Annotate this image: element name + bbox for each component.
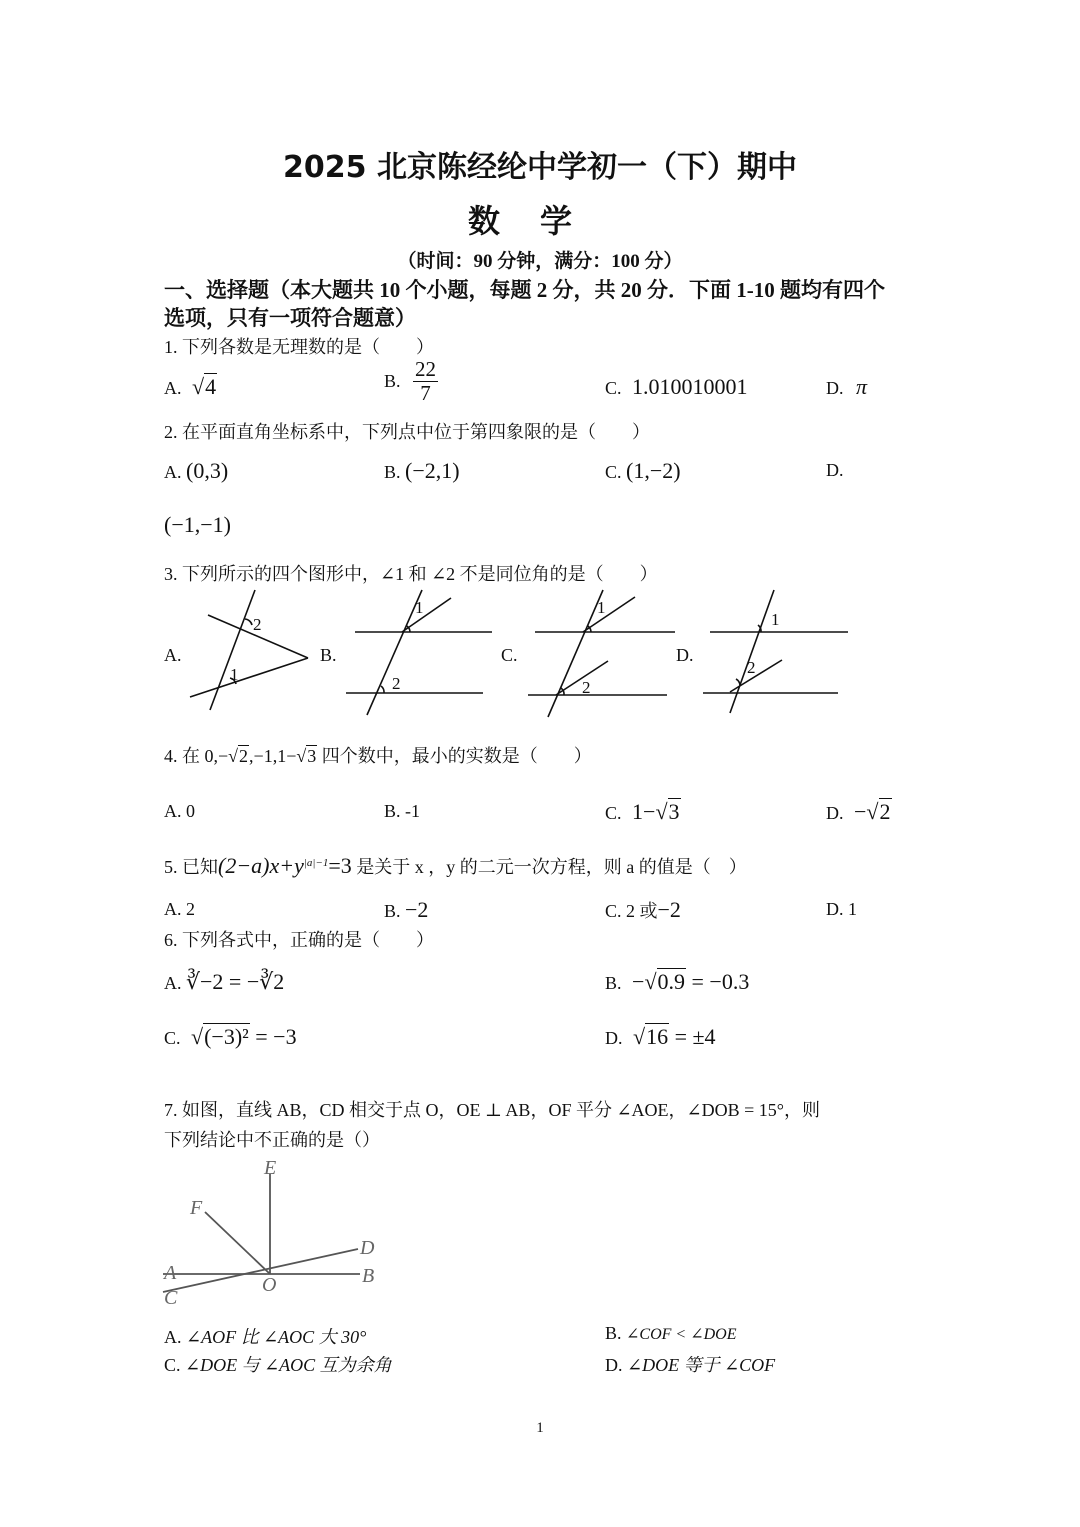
- q3-option-a-label: A.: [164, 645, 182, 665]
- q6-option-a: A. ∛−2 = −∛2: [164, 969, 285, 994]
- q3-d-angle1: 1: [771, 610, 780, 629]
- q5-option-a: A. 2: [164, 899, 195, 919]
- q7-option-d: D. ∠DOE 等于 ∠COF: [605, 1355, 776, 1375]
- q4-option-a: A. 0: [164, 801, 195, 821]
- q3-figures: [180, 585, 870, 725]
- q7-label-f: F: [190, 1197, 203, 1219]
- q1-stem: 1. 下列各数是无理数的是（ ）: [164, 337, 434, 357]
- q7-option-c: C. ∠DOE 与 ∠AOC 互为余角: [164, 1355, 392, 1375]
- q3-b-angle2: 2: [392, 674, 401, 693]
- section-heading-line1: 一、选择题（本大题共 10 个小题，每题 2 分，共 20 分．下面 1-10 题均有四个: [164, 278, 885, 302]
- q7-stem-line2: 下列结论中不正确的是（）: [164, 1130, 380, 1150]
- q3-b-angle1: 1: [415, 598, 424, 617]
- q3-option-b-label: B.: [320, 645, 337, 665]
- q3-option-d-label: D.: [676, 645, 694, 665]
- q3-figure-d: [703, 590, 848, 713]
- q6-option-b: B. −√0.9 = −0.3: [605, 969, 750, 994]
- q2-option-d-label: D.: [826, 460, 844, 480]
- q7-line-cd: [163, 1249, 358, 1292]
- q1-option-a: A. √4: [164, 374, 217, 399]
- q3-d-angle2: 2: [747, 658, 756, 677]
- q7-ray-of: [205, 1212, 270, 1274]
- q4-option-d: D. −√2: [826, 799, 891, 824]
- q5-stem: 5. 已知$(2-a)x+y^{|a|-1}=3$ 是关于 x ，y 的二元一次方程，则 a 的值是（ ）: [164, 853, 747, 878]
- q7-figure: [160, 1152, 390, 1317]
- exam-time-info: （时间：90 分钟，满分：100 分）: [397, 251, 683, 272]
- q1-option-b: B. $\frac{22}{7}$: [384, 357, 437, 406]
- q7-label-d: D: [360, 1237, 375, 1259]
- q3-option-c-label: C.: [501, 645, 518, 665]
- q2-option-d-value: (−1,−1): [164, 512, 231, 537]
- q1-option-d: D. π: [826, 374, 868, 399]
- q1-option-c: C. 1.010010001: [605, 374, 748, 399]
- q3-figure-a: [190, 590, 308, 710]
- section-heading-line2: 选项，只有一项符合题意）: [164, 306, 416, 330]
- q5-option-d: D. 1: [826, 899, 857, 919]
- q7-stem-line1: 7. 如图，直线 AB，CD 相交于点 O，OE ⊥ AB，OF 平分 ∠AOE，∠DOB = 15°，则: [164, 1100, 820, 1120]
- q5-option-b: B. −2: [384, 897, 429, 922]
- q7-option-a: A. ∠AOF 比 ∠AOC 大 30°: [164, 1327, 367, 1347]
- q4-stem: 4. 在 0,−√2,−1,1−√3 四个数中，最小的实数是（ ）: [164, 746, 592, 766]
- q2-option-a: A. (0,3): [164, 458, 229, 483]
- q3-c-angle1: 1: [597, 598, 606, 617]
- q4-option-b: B. -1: [384, 801, 420, 821]
- q7-label-b: B: [362, 1265, 375, 1287]
- q4-option-c: C. 1−√3: [605, 799, 680, 824]
- q2-option-b: B. (−2,1): [384, 458, 460, 483]
- q3-a-angle2: 2: [253, 615, 262, 634]
- subject-title: 数学: [467, 202, 612, 240]
- q7-label-e: E: [264, 1157, 277, 1179]
- q3-c-angle2: 2: [582, 678, 591, 697]
- q7-label-a: A: [164, 1262, 177, 1284]
- q7-option-b: B. ∠COF < ∠DOE: [605, 1323, 737, 1343]
- q3-a-angle1: 1: [230, 665, 239, 684]
- q2-option-c: C. (1,−2): [605, 458, 681, 483]
- page-number: 1: [536, 1420, 544, 1436]
- q6-option-c: C. √(−3)² = −3: [164, 1024, 297, 1049]
- q6-stem: 6. 下列各式中，正确的是（ ）: [164, 930, 434, 950]
- page-title: 2025 北京陈经纶中学初一（下）期中: [283, 150, 797, 185]
- q5-option-c: C. 2 或−2: [605, 897, 681, 922]
- q7-label-c: C: [164, 1287, 178, 1309]
- q7-label-o: O: [262, 1274, 277, 1296]
- q3-stem: 3. 下列所示的四个图形中，∠1 和 ∠2 不是同位角的是（ ）: [164, 564, 658, 584]
- q6-option-d: D. √16 = ±4: [605, 1024, 716, 1049]
- q2-stem: 2. 在平面直角坐标系中，下列点中位于第四象限的是（ ）: [164, 422, 650, 442]
